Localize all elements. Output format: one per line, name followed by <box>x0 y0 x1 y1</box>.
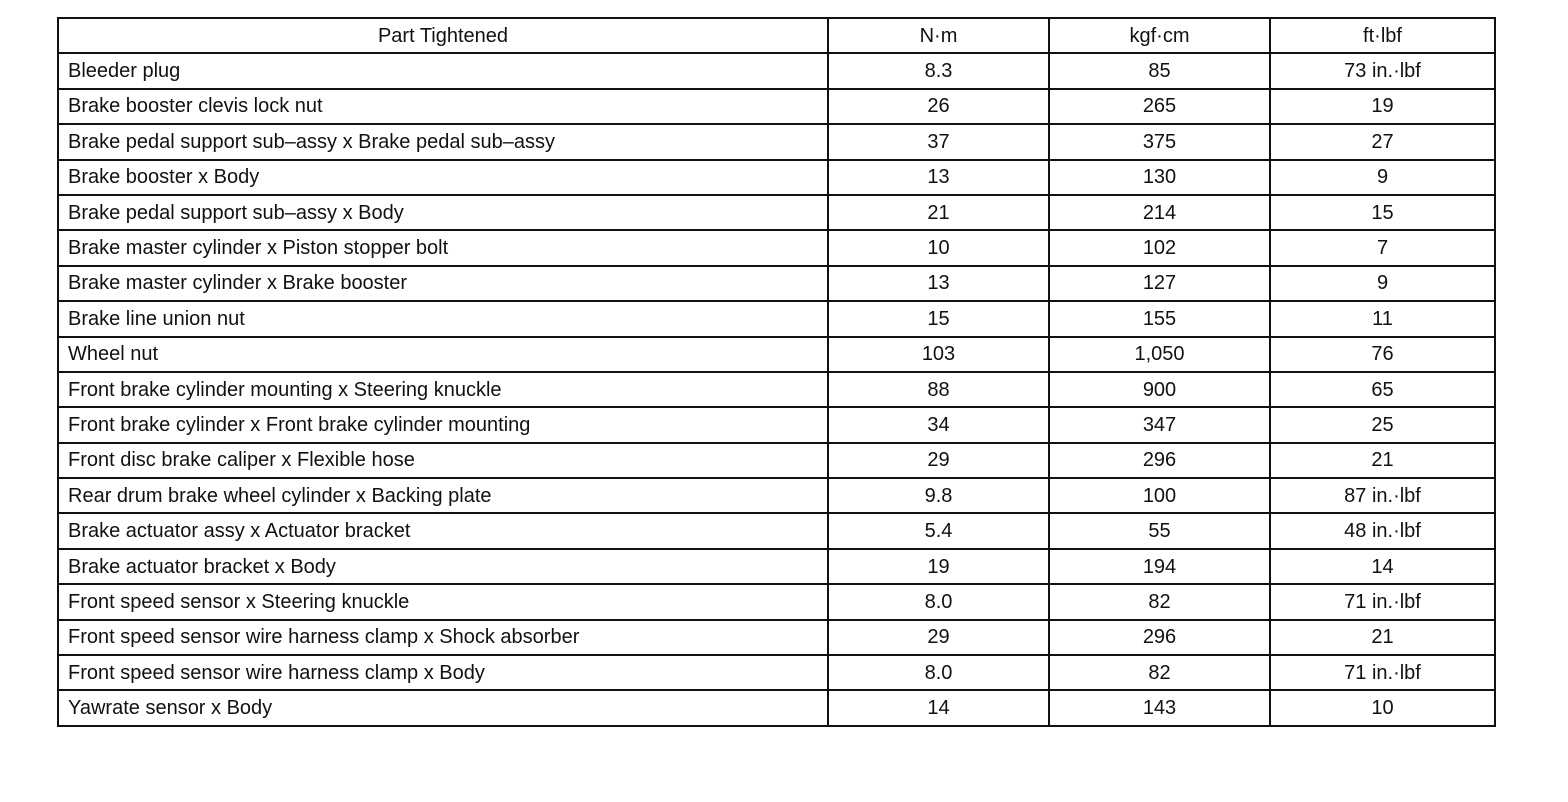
cell-part-tightened: Front brake cylinder x Front brake cylinder mounting <box>58 407 828 442</box>
cell-kgf-cm: 375 <box>1049 124 1270 159</box>
cell-kgf-cm: 296 <box>1049 443 1270 478</box>
cell-kgf-cm: 82 <box>1049 584 1270 619</box>
cell-ft-lbf: 48 in.·lbf <box>1270 513 1495 548</box>
cell-kgf-cm: 155 <box>1049 301 1270 336</box>
cell-part-tightened: Brake master cylinder x Piston stopper bolt <box>58 230 828 265</box>
cell-newton-meter: 29 <box>828 443 1049 478</box>
cell-newton-meter: 10 <box>828 230 1049 265</box>
table-row <box>58 195 1495 230</box>
cell-ft-lbf: 9 <box>1270 160 1495 195</box>
table-body <box>58 53 1495 725</box>
cell-kgf-cm: 85 <box>1049 53 1270 88</box>
cell-part-tightened: Brake master cylinder x Brake booster <box>58 266 828 301</box>
cell-kgf-cm: 900 <box>1049 372 1270 407</box>
cell-part-tightened: Front speed sensor x Steering knuckle <box>58 584 828 619</box>
table-row <box>58 160 1495 195</box>
cell-part-tightened: Brake actuator assy x Actuator bracket <box>58 513 828 548</box>
cell-kgf-cm: 102 <box>1049 230 1270 265</box>
cell-part-tightened: Brake pedal support sub–assy x Brake pedal sub–assy <box>58 124 828 159</box>
cell-kgf-cm: 82 <box>1049 655 1270 690</box>
cell-ft-lbf: 9 <box>1270 266 1495 301</box>
table-row <box>58 301 1495 336</box>
cell-ft-lbf: 14 <box>1270 549 1495 584</box>
torque-specification-table <box>57 17 1496 727</box>
cell-part-tightened: Brake pedal support sub–assy x Body <box>58 195 828 230</box>
cell-newton-meter: 8.0 <box>828 584 1049 619</box>
header-ft-lbf: ft·lbf <box>1270 18 1495 53</box>
cell-kgf-cm: 347 <box>1049 407 1270 442</box>
header-newton-meter: N·m <box>828 18 1049 53</box>
cell-newton-meter: 21 <box>828 195 1049 230</box>
cell-ft-lbf: 19 <box>1270 89 1495 124</box>
cell-ft-lbf: 76 <box>1270 337 1495 372</box>
cell-part-tightened: Bleeder plug <box>58 53 828 88</box>
cell-newton-meter: 34 <box>828 407 1049 442</box>
cell-newton-meter: 8.3 <box>828 53 1049 88</box>
cell-kgf-cm: 296 <box>1049 620 1270 655</box>
table-row <box>58 584 1495 619</box>
cell-ft-lbf: 71 in.·lbf <box>1270 584 1495 619</box>
cell-newton-meter: 19 <box>828 549 1049 584</box>
cell-kgf-cm: 214 <box>1049 195 1270 230</box>
table-row <box>58 620 1495 655</box>
cell-ft-lbf: 73 in.·lbf <box>1270 53 1495 88</box>
cell-newton-meter: 5.4 <box>828 513 1049 548</box>
cell-newton-meter: 26 <box>828 89 1049 124</box>
cell-kgf-cm: 130 <box>1049 160 1270 195</box>
cell-part-tightened: Yawrate sensor x Body <box>58 690 828 725</box>
table-row <box>58 124 1495 159</box>
cell-newton-meter: 29 <box>828 620 1049 655</box>
table-row <box>58 230 1495 265</box>
cell-newton-meter: 15 <box>828 301 1049 336</box>
cell-ft-lbf: 21 <box>1270 443 1495 478</box>
cell-newton-meter: 9.8 <box>828 478 1049 513</box>
table-row <box>58 407 1495 442</box>
cell-ft-lbf: 27 <box>1270 124 1495 159</box>
cell-part-tightened: Brake actuator bracket x Body <box>58 549 828 584</box>
cell-newton-meter: 8.0 <box>828 655 1049 690</box>
cell-newton-meter: 103 <box>828 337 1049 372</box>
cell-part-tightened: Brake booster x Body <box>58 160 828 195</box>
table-row <box>58 478 1495 513</box>
table-row <box>58 655 1495 690</box>
table-row <box>58 266 1495 301</box>
cell-kgf-cm: 143 <box>1049 690 1270 725</box>
cell-part-tightened: Front speed sensor wire harness clamp x Body <box>58 655 828 690</box>
cell-ft-lbf: 21 <box>1270 620 1495 655</box>
cell-part-tightened: Brake line union nut <box>58 301 828 336</box>
cell-kgf-cm: 1,050 <box>1049 337 1270 372</box>
table-row <box>58 513 1495 548</box>
cell-kgf-cm: 194 <box>1049 549 1270 584</box>
cell-part-tightened: Brake booster clevis lock nut <box>58 89 828 124</box>
cell-newton-meter: 13 <box>828 160 1049 195</box>
table-row <box>58 549 1495 584</box>
cell-ft-lbf: 65 <box>1270 372 1495 407</box>
cell-part-tightened: Rear drum brake wheel cylinder x Backing plate <box>58 478 828 513</box>
cell-newton-meter: 14 <box>828 690 1049 725</box>
cell-kgf-cm: 100 <box>1049 478 1270 513</box>
cell-newton-meter: 37 <box>828 124 1049 159</box>
table-row <box>58 53 1495 88</box>
cell-ft-lbf: 11 <box>1270 301 1495 336</box>
cell-ft-lbf: 25 <box>1270 407 1495 442</box>
table-row <box>58 443 1495 478</box>
cell-part-tightened: Wheel nut <box>58 337 828 372</box>
cell-part-tightened: Front disc brake caliper x Flexible hose <box>58 443 828 478</box>
cell-ft-lbf: 87 in.·lbf <box>1270 478 1495 513</box>
cell-ft-lbf: 15 <box>1270 195 1495 230</box>
cell-kgf-cm: 127 <box>1049 266 1270 301</box>
cell-part-tightened: Front speed sensor wire harness clamp x Shock absorber <box>58 620 828 655</box>
cell-kgf-cm: 55 <box>1049 513 1270 548</box>
header-row <box>58 18 1495 53</box>
cell-ft-lbf: 71 in.·lbf <box>1270 655 1495 690</box>
table-row <box>58 337 1495 372</box>
cell-part-tightened: Front brake cylinder mounting x Steering knuckle <box>58 372 828 407</box>
cell-ft-lbf: 7 <box>1270 230 1495 265</box>
header-kgf-cm: kgf·cm <box>1049 18 1270 53</box>
cell-ft-lbf: 10 <box>1270 690 1495 725</box>
cell-newton-meter: 88 <box>828 372 1049 407</box>
table-row <box>58 690 1495 725</box>
cell-kgf-cm: 265 <box>1049 89 1270 124</box>
table-row <box>58 89 1495 124</box>
table-row <box>58 372 1495 407</box>
cell-newton-meter: 13 <box>828 266 1049 301</box>
header-part-tightened: Part Tightened <box>58 18 828 53</box>
